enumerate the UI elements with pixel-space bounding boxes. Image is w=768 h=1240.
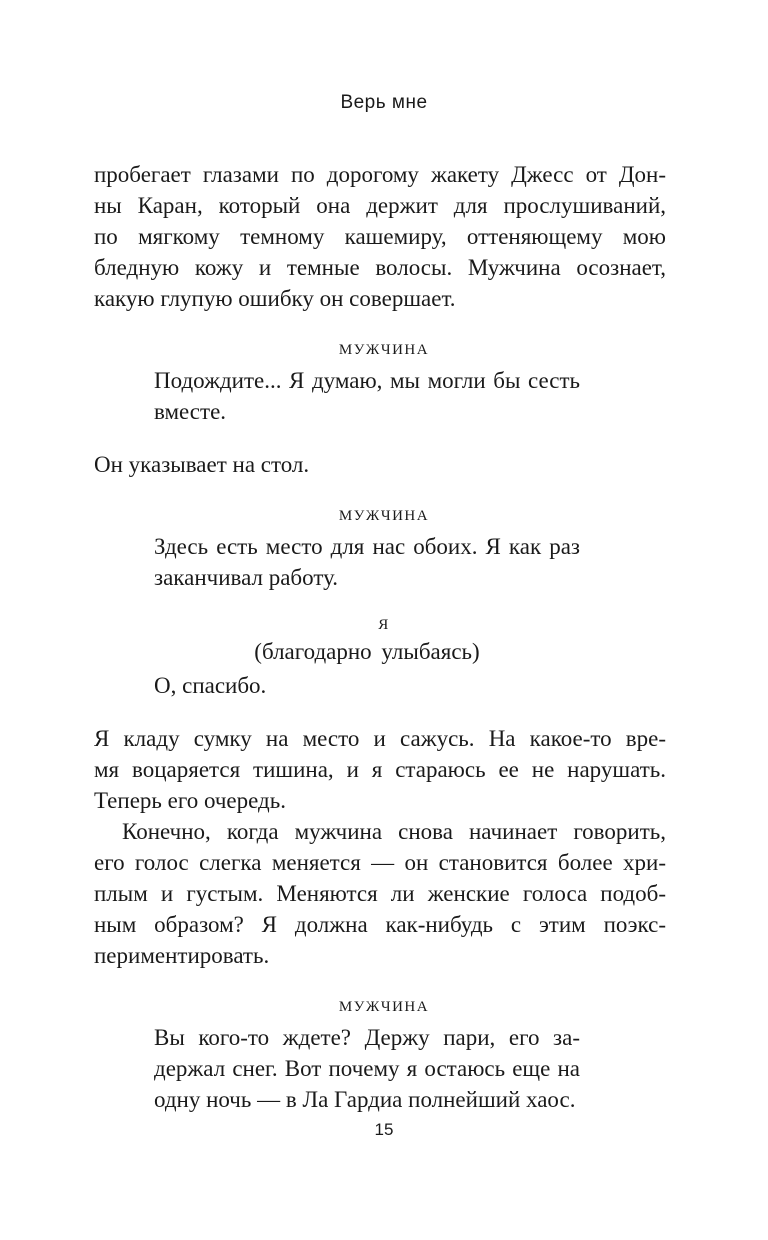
paragraph-line: Конечно, когда мужчина снова начинает говорить,: [122, 819, 666, 844]
paragraph-line: плым и густым. Меняются ли женские голоса подоб-: [94, 881, 666, 906]
dialogue-line: Здесь есть место для нас обоих. Я как раз: [154, 534, 580, 559]
paragraph-line: какую глупую ошибку он совершает.: [94, 286, 456, 311]
paragraph-line: мя воцаряется тишина, и я стараюсь ее не нарушать.: [94, 757, 666, 782]
dialogue-line: заканчивал работу.: [154, 565, 339, 590]
paragraph-line: его голос слегка меняется — он становится более хри-: [94, 850, 666, 875]
dialogue-line: вместе.: [154, 399, 227, 424]
dialogue-line: Подождите... Я думаю, мы могли бы сесть: [154, 368, 580, 393]
dialogue-line: О, спасибо.: [154, 673, 267, 698]
page-number: 15: [374, 1120, 394, 1139]
dialogue-line: Вы кого-то ждете? Держу пари, его за-: [154, 1025, 580, 1050]
paragraph-line: ны Каран, который она держит для прослушиваний,: [94, 193, 666, 218]
paragraph-line: пробегает глазами по дорогому жакету Джесс от Дон-: [94, 162, 666, 187]
speaker-name: МУЖЧИНА: [338, 508, 430, 524]
parenthetical: (благодарно улыбаясь): [254, 639, 480, 664]
paragraph-line: по мягкому темному кашемиру, оттеняющему мою: [94, 224, 666, 249]
dialogue-line: держал снег. Вот почему я остаюсь еще на: [154, 1056, 580, 1081]
dialogue-line: одну ночь — в Ла Гардиа полнейший хаос.: [154, 1087, 576, 1112]
paragraph-line: Он указывает на стол.: [94, 452, 310, 477]
paragraph-line: Я кладу сумку на место и сажусь. На какое-то вре-: [94, 726, 666, 751]
running-header: Верь мне: [340, 92, 428, 113]
paragraph-line: ным образом? Я должна как-нибудь с этим поэкс-: [94, 912, 666, 937]
speaker-name: МУЖЧИНА: [338, 342, 430, 358]
paragraph-line: периментировать.: [94, 943, 270, 968]
speaker-name: Я: [378, 617, 390, 633]
paragraph-line: бледную кожу и темные волосы. Мужчина осознает,: [94, 255, 666, 280]
speaker-name: МУЖЧИНА: [338, 999, 430, 1015]
paragraph-line: Теперь его очередь.: [94, 788, 286, 813]
